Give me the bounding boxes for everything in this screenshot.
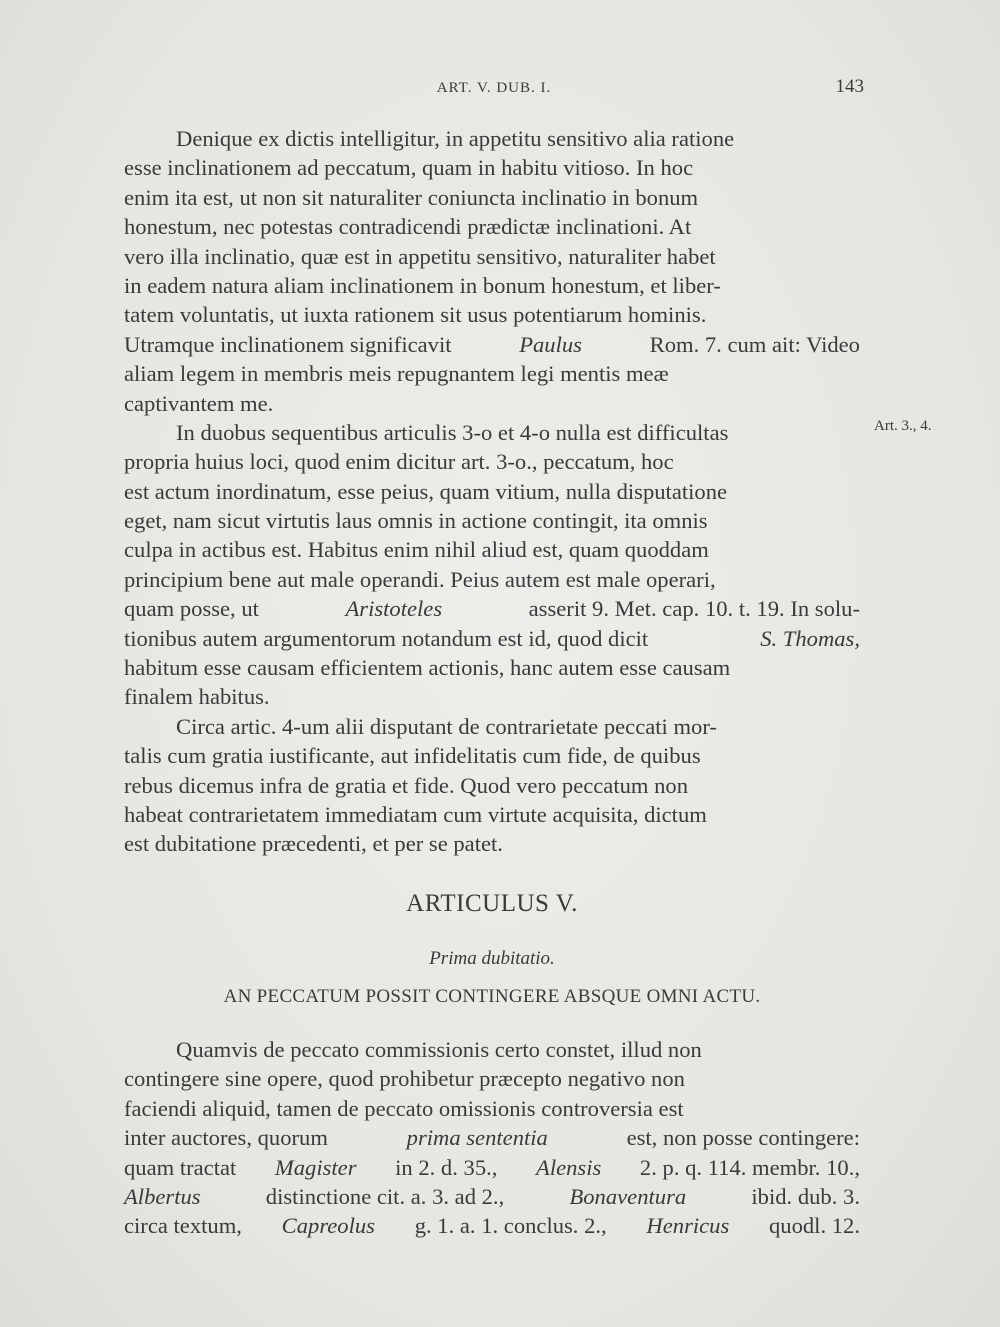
text-line: eget, nam sicut virtutis laus omnis in actione contingit, ita omnis bbox=[124, 508, 708, 534]
text-segment: quam posse, ut bbox=[124, 596, 259, 622]
text-line: Denique ex dictis intelligitur, in appetitu sensitivo alia ratione bbox=[176, 126, 735, 151]
text-line: enim ita est, ut non sit naturaliter coniuncta inclinatio in bonum bbox=[124, 184, 699, 210]
text-line: esse inclinationem ad peccatum, quam in habitu vitioso. In hoc bbox=[124, 155, 694, 181]
text-line bbox=[124, 330, 860, 359]
author-name: Henricus bbox=[646, 1213, 730, 1239]
text-line: contingere sine opere, quod prohibetur præcepto negativo non bbox=[124, 1066, 685, 1092]
text-line: finalem habitus. bbox=[124, 684, 270, 710]
text-segment: ibid. dub. 3. bbox=[751, 1183, 860, 1209]
text-line bbox=[124, 1153, 860, 1182]
author-name: Albertus bbox=[124, 1183, 201, 1209]
text-line: vero illa inclinatio, quæ est in appetitu sensitivo, naturaliter habet bbox=[124, 243, 716, 269]
text-line: culpa in actibus est. Habitus enim nihil aliud est, quam quoddam bbox=[124, 537, 709, 563]
text-line: aliam legem in membris meis repugnantem legi mentis meæ bbox=[124, 361, 669, 387]
text-line bbox=[124, 1182, 860, 1211]
text-line: Quamvis de peccato commissionis certo constet, illud non bbox=[176, 1037, 702, 1062]
text-segment: 2. p. q. 114. membr. 10., bbox=[639, 1154, 860, 1180]
text-line: propria huius loci, quod enim dicitur art. 3-o., peccatum, hoc bbox=[124, 449, 674, 475]
text-segment: in 2. d. 35., bbox=[395, 1154, 498, 1180]
paragraph-block-2 bbox=[124, 1035, 860, 1241]
text-line: In duobus sequentibus articulis 3-o et 4-o nulla est difficultas bbox=[176, 419, 729, 445]
text-line: Circa artic. 4-um alii disputant de contrarietate peccati mor- bbox=[176, 713, 717, 739]
text-segment: quodl. 12. bbox=[768, 1213, 860, 1239]
running-head bbox=[124, 76, 864, 100]
text-line: principium bene aut male operandi. Peius autem est male operari, bbox=[124, 566, 716, 592]
author-name: Magister bbox=[274, 1154, 357, 1180]
text-segment: circa textum, bbox=[124, 1213, 242, 1239]
dubitatio-heading: Prima dubitatio. bbox=[429, 948, 555, 969]
question-heading: AN PECCATUM POSSIT CONTINGERE ABSQUE OMNI ACTU. bbox=[223, 986, 761, 1007]
text-line: rebus dicemus infra de gratia et fide. Quod vero peccatum non bbox=[124, 772, 689, 798]
text-line bbox=[124, 1123, 860, 1152]
text-line: in eadem natura aliam inclinationem in bonum honestum, et liber- bbox=[124, 272, 721, 298]
text-line: talis cum gratia iustificante, aut infidelitatis cum fide, de quibus bbox=[124, 743, 701, 769]
text-segment: est, non posse contingere: bbox=[626, 1125, 860, 1151]
text-line bbox=[124, 624, 860, 653]
author-name: Bonaventura bbox=[569, 1183, 687, 1209]
page-number: 143 bbox=[835, 76, 864, 97]
text-segment: inter auctores, quorum bbox=[124, 1125, 328, 1151]
text-segment: Utramque inclinationem significavit bbox=[124, 331, 452, 357]
italic-phrase: prima sententia bbox=[406, 1125, 548, 1151]
text-line: captivantem me. bbox=[124, 390, 274, 416]
article-heading: ARTICULUS V. bbox=[406, 890, 578, 917]
text-line: est dubitatione præcedenti, et per se patet. bbox=[124, 831, 503, 857]
text-line bbox=[124, 1211, 860, 1240]
text-line: habitum esse causam efficientem actionis, hanc autem esse causam bbox=[124, 655, 731, 681]
author-name: Paulus bbox=[519, 331, 582, 357]
author-name: Capreolus bbox=[281, 1213, 375, 1239]
author-name: Aristoteles bbox=[345, 596, 443, 622]
author-name: Alensis bbox=[536, 1154, 602, 1180]
text-segment: Rom. 7. cum ait: Video bbox=[649, 331, 860, 357]
text-line: habeat contrarietatem immediatam cum virtute acquisita, dictum bbox=[124, 801, 707, 827]
text-line: tatem voluntatis, ut iuxta rationem sit usus potentiarum hominis. bbox=[124, 302, 707, 328]
text-segment: tionibus autem argumentorum notandum est id, quod dicit bbox=[124, 625, 649, 651]
text-line: honestum, nec potestas contradicendi prædictæ inclinationi. At bbox=[124, 214, 692, 240]
paragraph-block-1 bbox=[124, 124, 860, 859]
author-name: S. Thomas, bbox=[760, 625, 860, 651]
text-line bbox=[124, 594, 860, 623]
text-segment: distinctione cit. a. 3. ad 2., bbox=[265, 1183, 505, 1209]
text-line: faciendi aliquid, tamen de peccato omissionis controversia est bbox=[124, 1095, 684, 1121]
margin-note: Art. 3., 4. bbox=[874, 418, 932, 434]
text-segment: g. 1. a. 1. conclus. 2., bbox=[414, 1213, 607, 1239]
text-segment: quam tractat bbox=[124, 1154, 237, 1180]
text-segment: asserit 9. Met. cap. 10. t. 19. In solu- bbox=[528, 596, 860, 622]
running-head-title: ART. V. DUB. I. bbox=[436, 80, 552, 96]
text-line: est actum inordinatum, esse peius, quam vitium, nulla disputatione bbox=[124, 478, 728, 504]
